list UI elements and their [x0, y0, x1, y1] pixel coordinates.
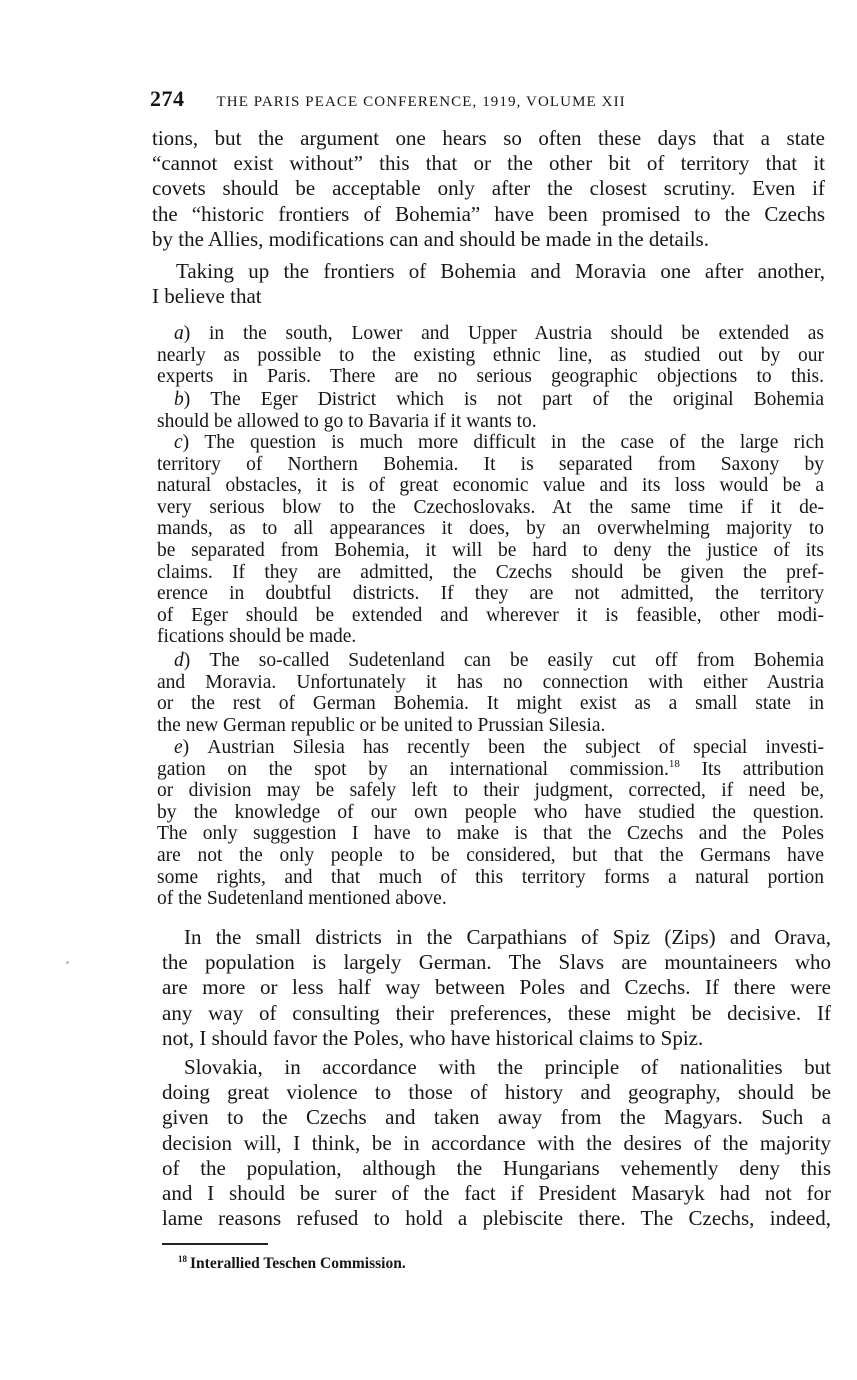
text-line: e) Austrian Silesia has recently been the subject of special investi- [174, 737, 824, 758]
text-line: decision will, I think, be in accordance with the desires of the majority [162, 1130, 831, 1155]
item-text: Its attribution [679, 758, 824, 780]
item-text: The Eger District which is not part of the original Bohemia [210, 389, 825, 410]
text-line: of the population, although the Hungarians vehemently deny this [162, 1155, 831, 1180]
list-item-a [157, 323, 824, 388]
text-line: tions, but the argument one hears so often these days that a state [152, 126, 825, 150]
text-line: and I should be surer of the fact if President Masaryk had not for [162, 1181, 831, 1206]
text-line: are more or less half way between Poles and Czechs. If there were [162, 975, 831, 1000]
item-text: The so-called Sudetenland can be easily cut off from Bohemia [209, 650, 825, 671]
text-line: fications should be made. [157, 626, 357, 648]
list-item-b [157, 389, 824, 432]
paragraph-1 [152, 126, 825, 252]
text-line: The only suggestion I have to make is that the Czechs and the Poles [157, 823, 824, 845]
text-line: very serious blow to the Czechoslovaks. At the same time if it de- [157, 496, 824, 518]
text-line: doing great violence to those of history and geography, should be [162, 1080, 831, 1105]
text-line: be separated from Bohemia, it will be hard to deny the justice of its [157, 539, 824, 561]
text-line: b) The Eger District which is not part of the original Bohemia [174, 389, 825, 410]
footnote-reference: 18 [668, 757, 680, 770]
paragraph-slovakia [162, 1055, 831, 1231]
text-line: given to the Czechs and taken away from the Magyars. Such a [162, 1105, 831, 1130]
running-head: THE PARIS PEACE CONFERENCE, 1919, VOLUME XII [216, 94, 626, 110]
text-line: nearly as possible to the existing ethnic line, as studied out by our [157, 344, 824, 366]
item-letter: c [174, 432, 183, 453]
list-item-c [157, 432, 824, 648]
text-line: mands, as to all appearances it does, by an overwhelming majority to [157, 518, 824, 540]
list-item-e [157, 737, 824, 910]
text-line: experts in Paris. There are no serious geographic objections to this. [157, 366, 824, 388]
text-line: should be allowed to go to Bavaria if it wants to. [157, 410, 537, 432]
text-line: d) The so-called Sudetenland can be easily cut off from Bohemia [174, 650, 825, 671]
item-letter: d [174, 650, 184, 671]
text-line: by the knowledge of our own people who have studied the question. [157, 801, 824, 823]
text-line: the new German republic or be united to Prussian Silesia. [157, 714, 606, 736]
text-line: erence in doubtful districts. If they are not admitted, the territory [157, 583, 824, 605]
text-line: lame reasons refused to hold a plebiscite there. The Czechs, indeed, [162, 1206, 831, 1231]
text-line: In the small districts in the Carpathians of Spiz (Zips) and Orava, [184, 925, 831, 949]
paragraph-spiz-orava [162, 925, 831, 1051]
paragraph-2 [152, 259, 825, 309]
list-item-d [157, 650, 824, 736]
footnote-divider [162, 1243, 268, 1245]
text-line: not, I should favor the Poles, who have historical claims to Spiz. [162, 1025, 704, 1050]
item-text: gation on the spot by an international commission. [157, 758, 669, 780]
text-line: natural obstacles, it is of great economic value and its loss would be a [157, 475, 824, 497]
text-line: c) The question is much more difficult in the case of the large rich [174, 432, 824, 453]
text-line: or the rest of German Bohemia. It might exist as a small state in [157, 693, 824, 715]
text-line: or division may be safely left to their judgment, corrected, if need be, [157, 780, 824, 802]
footnote-number: 18 [178, 1254, 187, 1264]
text-line: I believe that [152, 284, 262, 309]
text-line: claims. If they are admitted, the Czechs should be given the pref- [157, 561, 824, 583]
text-line: Taking up the frontiers of Bohemia and Moravia one after another, [176, 259, 825, 283]
item-text: Austrian Silesia has recently been the subject of special investi- [207, 737, 824, 758]
item-text: in the south, Lower and Upper Austria should be extended as [209, 323, 824, 344]
text-line [157, 759, 824, 781]
text-line: the “historic frontiers of Bohemia” have been promised to the Czechs [152, 201, 825, 226]
footnote-text: Interallied Teschen Commission. [190, 1255, 406, 1272]
item-letter: b [174, 389, 184, 410]
text-line: some rights, and that much of this territory forms a natural portion [157, 866, 824, 888]
item-letter: a [174, 323, 184, 344]
text-line: any way of consulting their preferences, these might be decisive. If [162, 1000, 831, 1025]
footnote [178, 1254, 778, 1274]
text-line: are not the only people to be considered, but that the Germans have [157, 844, 824, 866]
text-line: covets should be acceptable only after the closest scrutiny. Even if [152, 176, 825, 201]
item-letter: e [174, 737, 183, 758]
page-header [150, 86, 830, 112]
scan-speck [66, 961, 69, 964]
text-line: territory of Northern Bohemia. It is separated from Saxony by [157, 453, 824, 475]
text-line: of the Sudetenland mentioned above. [157, 888, 447, 910]
text-line: Slovakia, in accordance with the principle of nationalities but [184, 1055, 831, 1079]
text-line: and Moravia. Unfortunately it has no connection with either Austria [157, 671, 824, 693]
text-line: of Eger should be extended and wherever it is feasible, other modi- [157, 604, 824, 626]
text-line: the population is largely German. The Slavs are mountaineers who [162, 950, 831, 975]
text-line: “cannot exist without” this that or the other bit of territory that it [152, 151, 825, 176]
item-text: The question is much more difficult in the case of the large rich [204, 432, 824, 453]
page-number: 274 [150, 86, 185, 111]
text-line: a) in the south, Lower and Upper Austria should be extended as [174, 323, 824, 344]
text-line: by the Allies, modifications can and should be made in the details. [152, 226, 709, 251]
